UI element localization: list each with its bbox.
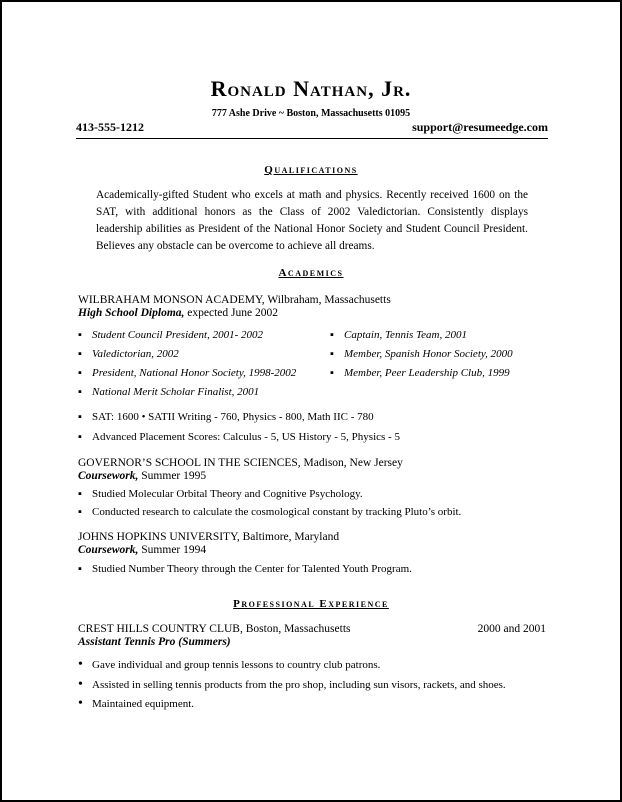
list-item: ▪ Conducted research to calculate the cosmological constant by tracking Pluto’s orbit. <box>78 506 462 518</box>
header-divider <box>76 138 548 139</box>
candidate-name: Ronald Nathan, Jr. <box>210 76 412 101</box>
school-credential: High School Diploma, expected June 2002 <box>78 307 278 319</box>
list-item: ▪ SAT: 1600 • SATII Writing - 760, Physics - 800, Math IIC - 780 <box>78 411 374 423</box>
list-item: ▪ President, National Honor Society, 1998-2002 <box>78 367 297 379</box>
list-item: ▪ Captain, Tennis Team, 2001 <box>330 329 467 341</box>
job-title: Assistant Tennis Pro (Summers) <box>78 636 231 648</box>
list-item: ▪ Studied Molecular Orbital Theory and Cognitive Psychology. <box>78 488 363 500</box>
email: support@resumeedge.com <box>412 120 548 134</box>
employer-name: CREST HILLS COUNTRY CLUB, Boston, Massachusetts <box>78 623 351 635</box>
school-name: WILBRAHAM MONSON ACADEMY, Wilbraham, Massachusetts <box>78 294 391 306</box>
school-credential: Coursework, Summer 1994 <box>78 544 207 556</box>
list-item: ▪ Member, Spanish Honor Society, 2000 <box>330 348 513 360</box>
qualifications-heading: Qualifications <box>264 164 358 176</box>
list-item: • Maintained equipment. <box>78 696 195 711</box>
list-item: ▪ Member, Peer Leadership Club, 1999 <box>330 367 510 379</box>
experience-heading: Professional Experience <box>233 598 389 610</box>
list-item: • Gave individual and group tennis lessons to country club patrons. <box>78 657 381 672</box>
list-item: ▪ Valedictorian, 2002 <box>78 348 179 360</box>
list-item: ▪ Studied Number Theory through the Center for Talented Youth Program. <box>78 563 412 575</box>
academics-heading: Academics <box>278 267 344 279</box>
school-name: GOVERNOR’S SCHOOL IN THE SCIENCES, Madison, New Jersey <box>78 457 403 469</box>
school-name: JOHNS HOPKINS UNIVERSITY, Baltimore, Maryland <box>78 531 340 543</box>
list-item: ▪ National Merit Scholar Finalist, 2001 <box>78 386 260 398</box>
phone: 413-555-1212 <box>76 120 144 134</box>
employment-dates: 2000 and 2001 <box>477 623 546 635</box>
list-item: ▪ Advanced Placement Scores: Calculus - 5, US History - 5, Physics - 5 <box>78 431 400 443</box>
list-item: ▪ Student Council President, 2001- 2002 <box>78 329 263 341</box>
school-credential: Coursework, Summer 1995 <box>78 470 207 482</box>
address: 777 Ashe Drive ~ Boston, Massachusetts 01095 <box>211 108 411 119</box>
list-item: • Assisted in selling tennis products from the pro shop, including sun visors, rackets, and shoes. <box>78 677 506 692</box>
qualifications-summary: Academically-gifted Student who excels at math and physics. Recently received 1600 on the SAT, with additional honors as the Class of 2002 Valedictorian. Consistently displays leadership abilities as President of the National Honor Society and Student Council President. Believes any obstacle can be overcome to achieve all dreams. <box>96 189 528 252</box>
